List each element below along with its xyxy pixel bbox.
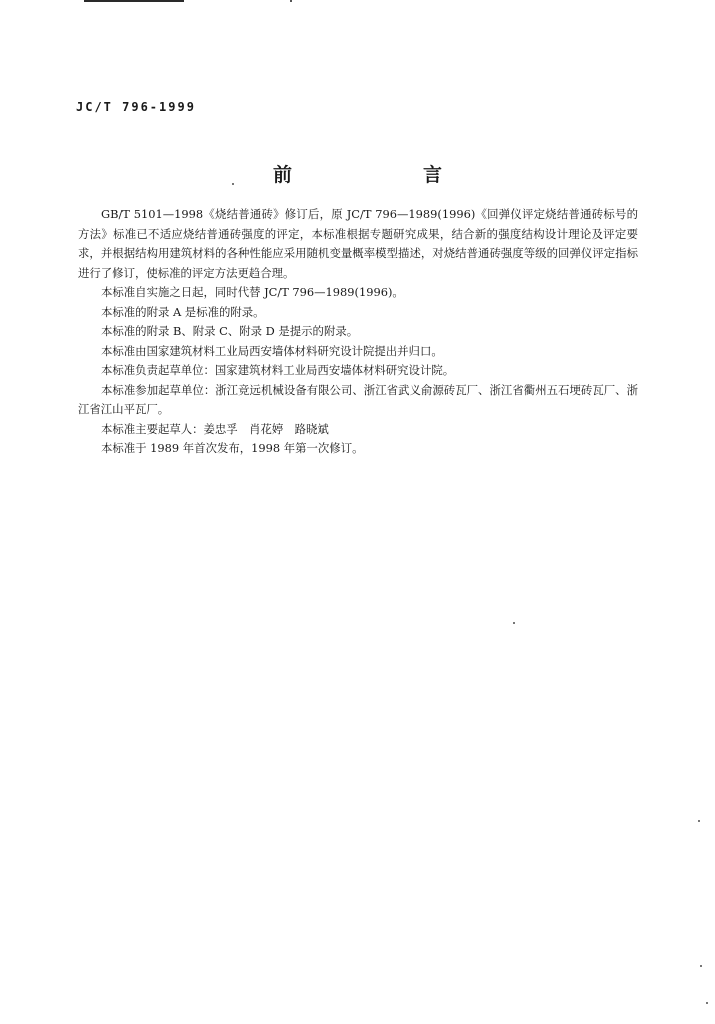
paragraph-lead-drafter: 本标准负责起草单位：国家建筑材料工业局西安墙体材料研究设计院。	[101, 363, 455, 377]
scan-speck	[513, 622, 515, 624]
paragraph-publication-history: 本标准于 1989 年首次发布，1998 年第一次修订。	[101, 441, 364, 455]
paragraph-revision-background: GB/T 5101—1998《烧结普通砖》修订后，原 JC/T 796—1989(1996)《回弹仪评定烧结普通砖标号的方法》标准已不适应烧结普通砖强度的评定，本标准根据专题研究成果，结合新的强度结构设计理论及评定要求，并根据结构用建筑材料的各种性能应采用随机变量概率模型描述，对烧结普通砖强度等级的回弹仪评定指标进行了修订，使标准的评定方法更趋合理。	[78, 207, 638, 280]
scan-speck	[232, 183, 234, 185]
scan-edge-mark	[84, 0, 184, 2]
paragraph-main-authors: 本标准主要起草人：姜忠孚 肖花婷 路晓斌	[101, 421, 329, 436]
page-title: 前 言	[272, 164, 498, 186]
scan-speck	[700, 965, 702, 967]
scan-speck	[290, 0, 292, 2]
paragraph-proposer: 本标准由国家建筑材料工业局西安墙体材料研究设计院提出并归口。	[101, 343, 443, 358]
paragraph-appendix-a: 本标准的附录 A 是标准的附录。	[101, 304, 265, 319]
document-code: JC/T 796-1999	[76, 100, 196, 114]
scan-speck	[706, 1002, 708, 1004]
foreword-body	[78, 205, 638, 459]
paragraph-participating-drafters: 本标准参加起草单位：浙江竞远机械设备有限公司、浙江省武义俞源砖瓦厂、浙江省衢州五石埂砖瓦厂、浙江省江山平瓦厂。	[78, 382, 638, 416]
scan-speck	[698, 820, 700, 822]
paragraph-appendix-bcd: 本标准的附录 B、附录 C、附录 D 是提示的附录。	[101, 324, 359, 338]
paragraph-replacement: 本标准自实施之日起，同时代替 JC/T 796—1989(1996)。	[101, 285, 404, 299]
